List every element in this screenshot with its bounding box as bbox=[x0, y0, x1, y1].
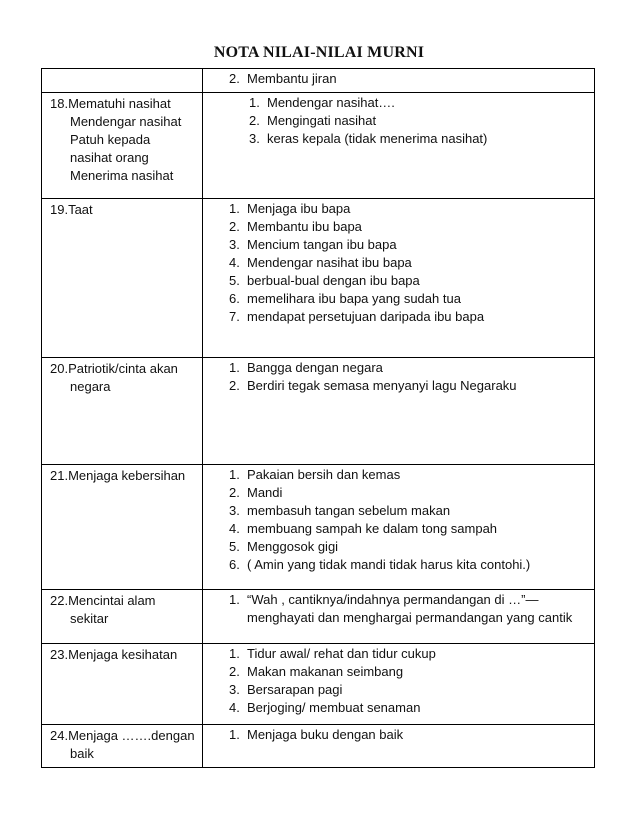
value-label: 20.Patriotik/cinta akan bbox=[50, 361, 178, 376]
list-item: 3. membasuh tangan sebelum makan bbox=[229, 503, 451, 518]
value-label: 22.Mencintai alam bbox=[50, 593, 156, 608]
list-item: 1. Tidur awal/ rehat dan tidur cukup bbox=[229, 646, 436, 661]
values-table bbox=[41, 68, 595, 768]
list-item: 6. ( Amin yang tidak mandi tidak harus kita contohi.) bbox=[229, 557, 531, 572]
value-cell bbox=[42, 199, 203, 358]
list-item: 2. Makan makanan seimbang bbox=[229, 664, 404, 679]
page-title: NOTA NILAI-NILAI MURNI bbox=[213, 44, 425, 61]
value-cell bbox=[42, 93, 203, 199]
value-label: 23.Menjaga kesihatan bbox=[50, 647, 178, 662]
value-cell bbox=[42, 644, 203, 725]
list-item: 4. Mendengar nasihat ibu bapa bbox=[229, 255, 412, 270]
value-label-line: Menerima nasihat bbox=[70, 168, 174, 183]
value-label: 19.Taat bbox=[50, 202, 93, 217]
list-item: 1. Pakaian bersih dan kemas bbox=[229, 467, 401, 482]
table-row bbox=[42, 644, 595, 725]
examples-cell bbox=[203, 725, 595, 768]
value-label-line: Mendengar nasihat bbox=[70, 114, 182, 129]
list-item: 7. mendapat persetujuan daripada ibu bapa bbox=[229, 309, 485, 324]
table-row bbox=[42, 199, 595, 358]
list-item: 1. Bangga dengan negara bbox=[229, 360, 383, 375]
value-cell bbox=[42, 590, 203, 644]
list-item: 1. Mendengar nasihat…. bbox=[249, 95, 395, 110]
table-row bbox=[42, 69, 595, 93]
examples-cell bbox=[203, 590, 595, 644]
list-item: 2. Berdiri tegak semasa menyanyi lagu Negaraku bbox=[229, 378, 517, 393]
examples-cell bbox=[203, 644, 595, 725]
list-item: 6. memelihara ibu bapa yang sudah tua bbox=[229, 291, 461, 306]
value-cell bbox=[42, 725, 203, 768]
value-label: 18.Mematuhi nasihat bbox=[50, 96, 171, 111]
list-item: 4. Berjoging/ membuat senaman bbox=[229, 700, 421, 715]
value-label-line: nasihat orang bbox=[70, 150, 149, 165]
examples-cell bbox=[203, 69, 595, 93]
value-cell bbox=[42, 69, 203, 93]
list-item: 3. Mencium tangan ibu bapa bbox=[229, 237, 397, 252]
list-item: 5. berbual-bual dengan ibu bapa bbox=[229, 273, 420, 288]
table-row bbox=[42, 725, 595, 768]
value-cell bbox=[42, 465, 203, 590]
table-row bbox=[42, 590, 595, 644]
table-row bbox=[42, 358, 595, 465]
list-item: 3. Bersarapan pagi bbox=[229, 682, 343, 697]
list-item: 3. keras kepala (tidak menerima nasihat) bbox=[249, 131, 488, 146]
list-item: 5. Menggosok gigi bbox=[229, 539, 339, 554]
value-label-line: negara bbox=[70, 379, 111, 394]
list-item: 1. “Wah , cantiknya/indahnya permandangan di …”— menghayati dan menghargai permandangan yang cantik bbox=[229, 592, 573, 625]
list-item: 4. membuang sampah ke dalam tong sampah bbox=[229, 521, 498, 536]
list-item: 1. Menjaga ibu bapa bbox=[229, 201, 351, 216]
table-row bbox=[42, 93, 595, 199]
table-row bbox=[42, 465, 595, 590]
value-label-line: Patuh kepada bbox=[70, 132, 151, 147]
value-label: 24.Menjaga …….dengan baik bbox=[50, 728, 195, 761]
list-item: 1. Menjaga buku dengan baik bbox=[229, 727, 404, 742]
list-item: 2. Mandi bbox=[229, 485, 283, 500]
list-item: 2. Membantu jiran bbox=[229, 71, 337, 86]
value-label: 21.Menjaga kebersihan bbox=[50, 468, 186, 483]
list-item: 2. Membantu ibu bapa bbox=[229, 219, 362, 234]
examples-cell bbox=[203, 358, 595, 465]
examples-cell bbox=[203, 199, 595, 358]
value-cell bbox=[42, 358, 203, 465]
examples-cell bbox=[203, 93, 595, 199]
list-item: 2. Mengingati nasihat bbox=[249, 113, 377, 128]
value-label-line: sekitar bbox=[70, 611, 109, 626]
examples-cell bbox=[203, 465, 595, 590]
